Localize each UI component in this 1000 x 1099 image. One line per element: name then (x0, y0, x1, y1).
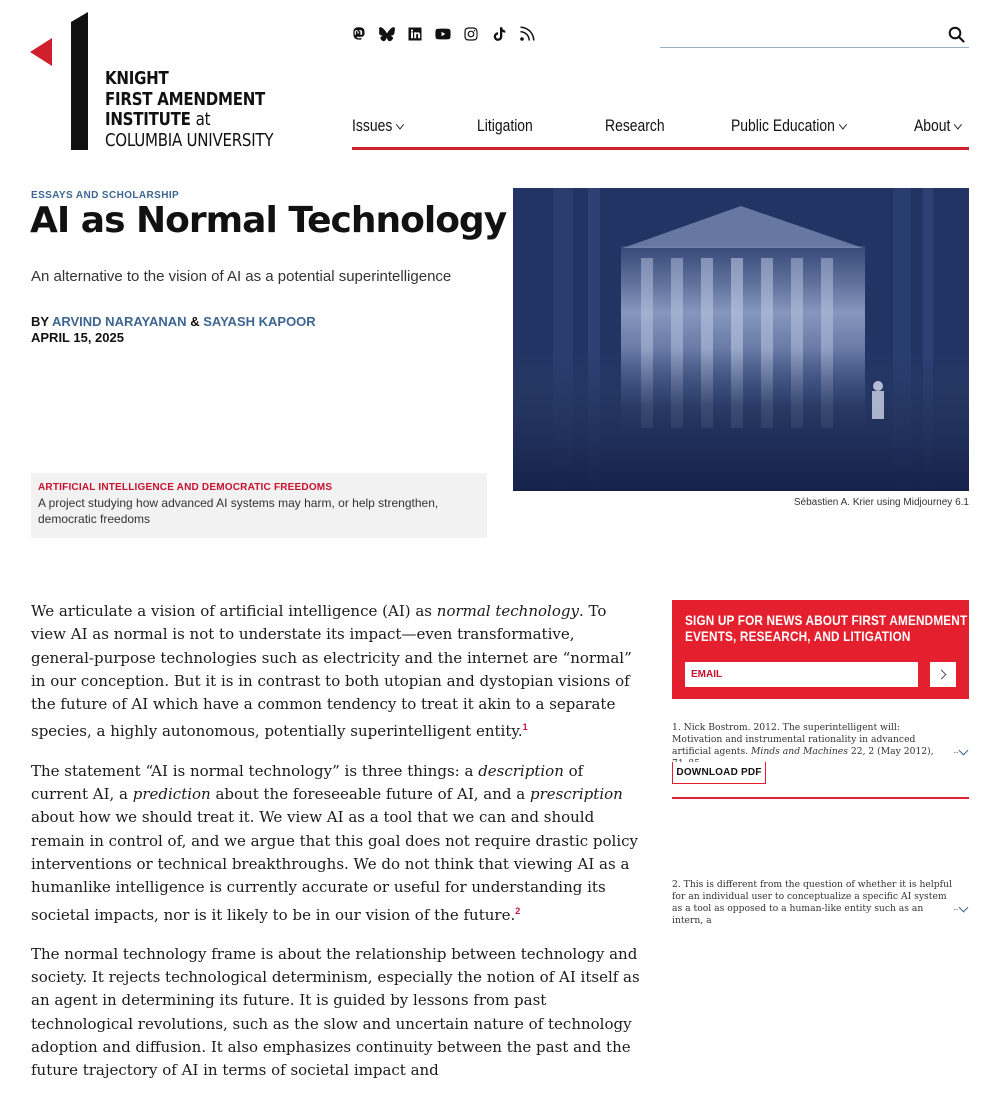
project-title: ARTIFICIAL INTELLIGENCE AND DEMOCRATIC FREEDOMS (38, 482, 333, 493)
image-caption: Sébastien A. Krier using Midjourney 6.1 (793, 497, 969, 508)
byline: BY ARVIND NARAYANAN & SAYASH KAPOOR (31, 314, 316, 329)
email-field[interactable] (685, 662, 918, 687)
hero-image (513, 188, 969, 491)
search-icon[interactable] (948, 26, 965, 43)
newsletter-signup (672, 600, 969, 699)
signup-heading: SIGN UP FOR NEWS ABOUT FIRST AMENDMENT EVENTS, RESEARCH, AND LITIGATION (685, 612, 968, 644)
linkedin-icon[interactable] (407, 26, 423, 42)
site-logo[interactable] (30, 12, 280, 157)
instagram-icon[interactable] (463, 26, 479, 42)
bluesky-icon[interactable] (379, 26, 395, 42)
logo-wordmark: KNIGHT FIRST AMENDMENT INSTITUTE at COLUMBIA UNIVERSITY (105, 69, 274, 151)
tiktok-icon[interactable] (491, 26, 507, 42)
main-nav (352, 116, 969, 150)
publish-date: APRIL 15, 2025 (31, 330, 124, 345)
nav-litigation[interactable]: Litigation (477, 116, 533, 135)
divider (672, 797, 969, 799)
project-description: A project studying how advanced AI systems may harm, or help strengthen, democratic freedoms (38, 496, 439, 526)
footnote-2: 2. This is different from the question of whether it is helpful for an individual user to conceptualize a specific AI system as a tool as opposed to a human-like entity such as an intern, a (672, 879, 952, 926)
chevron-down-icon (839, 120, 847, 130)
mastodon-icon[interactable] (351, 26, 367, 42)
article-subtitle: An alternative to the vision of AI as a potential superintelligence (31, 268, 452, 285)
project-card[interactable] (31, 473, 487, 538)
expand-footnote-2[interactable]: ··· (953, 905, 969, 915)
author-link-narayanan[interactable]: ARVIND NARAYANAN (51, 314, 187, 329)
page-title: AI as Normal Technology (30, 200, 507, 241)
article-paragraph: The statement “AI is normal technology” is three things: a description of current AI, a prediction about the foreseeable future of AI, and a prescription about how we should treat it. We view AI as a tool that we can and should remain in control of, and we argue that this goal does not require drastic policy interventions or technical breakthroughs. We do not think that viewing AI as a humanlike intelligence is currently accurate or useful for understanding its societal impacts, nor is it likely to be in our vision of the future.$^2$ (31, 761, 639, 924)
article-category[interactable]: ESSAYS AND SCHOLARSHIP (31, 190, 180, 201)
nav-research[interactable]: Research (605, 116, 665, 135)
article-paragraph: We articulate a vision of artificial intelligence (AI) as normal technology. To view AI as normal is not to understate its impact—even transformative, general-purpose technologies such as electricity and the internet are “normal” in our conception. But it is in contrast to both utopian and dystopian visions of the future of AI which have a common tendency to treat it akin to a separate species, a highly autonomous, potentially superintelligent entity.$^1$ (31, 602, 632, 741)
article-paragraph: The normal technology frame is about the relationship between technology and society. It rejects technological determinism, especially the notion of AI itself as an agent in determining its future. It is guided by lessons from past technological revolutions, such as the slow and uncertain nature of technology adoption and diffusion. It also emphasizes continuity between the past and the future trajectory of AI in terms of societal impact and (31, 944, 640, 1080)
signup-submit-button[interactable] (930, 662, 956, 687)
article-body (31, 600, 641, 1099)
chevron-down-icon (959, 903, 969, 913)
chevron-right-icon (937, 670, 947, 680)
logo-triangle (30, 38, 52, 66)
nav-issues[interactable]: Issues (352, 116, 403, 136)
rss-icon[interactable] (519, 26, 535, 42)
nav-public-education[interactable]: Public Education (731, 116, 846, 136)
logo-bar (71, 12, 88, 150)
nav-about[interactable]: About (914, 116, 961, 136)
chevron-down-icon (396, 120, 404, 130)
author-link-kapoor[interactable]: SAYASH KAPOOR (203, 314, 316, 329)
chevron-down-icon (959, 746, 969, 756)
download-pdf-button[interactable]: DOWNLOAD PDF (672, 762, 766, 784)
social-links (351, 26, 535, 42)
footnote-1: 1. Nick Bostrom. 2012. The superintelligent will: Motivation and instrumental rationality in advanced artificial agents. Minds and Machines 22, 2 (May 2012), (672, 722, 934, 757)
footnote-ref-1[interactable]: 1 (522, 722, 528, 733)
search-input[interactable] (660, 22, 940, 46)
site-search (660, 22, 969, 48)
youtube-icon[interactable] (435, 26, 451, 42)
chevron-down-icon (954, 120, 962, 130)
expand-footnote-1[interactable]: ··· (953, 748, 969, 758)
footnote-ref-2[interactable]: 2 (515, 905, 521, 916)
